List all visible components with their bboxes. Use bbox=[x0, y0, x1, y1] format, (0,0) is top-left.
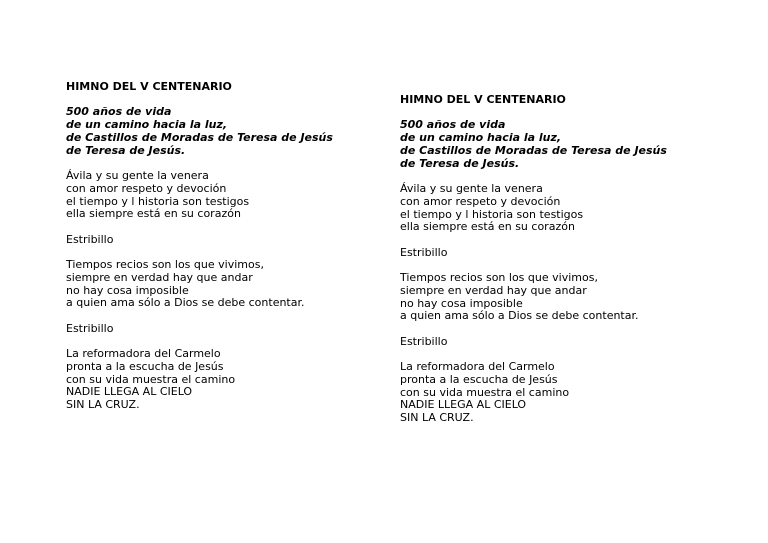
verse-line: SIN LA CRUZ. bbox=[400, 411, 474, 425]
verse-line: con amor respeto y devoción bbox=[400, 194, 561, 208]
hymn-column-left bbox=[66, 81, 406, 424]
verse-line: no hay cosa imposible bbox=[66, 283, 189, 297]
hymn-stanza bbox=[66, 170, 406, 221]
verse-line: con su vida muestra el camino bbox=[66, 372, 236, 386]
verse-line: de Teresa de Jesús. bbox=[400, 156, 520, 170]
verse-line: Estribillo bbox=[400, 334, 448, 348]
hymn-column-right bbox=[400, 94, 740, 437]
verse-line: siempre en verdad hay que andar bbox=[400, 283, 587, 297]
verse-line: Tiempos recios son los que vivimos, bbox=[400, 270, 598, 284]
chorus-marker bbox=[400, 336, 740, 349]
verse-line: La reformadora del Carmelo bbox=[66, 346, 221, 360]
verse-line: Estribillo bbox=[66, 232, 114, 246]
verse-line: Estribillo bbox=[400, 245, 448, 259]
hymn-stanza bbox=[66, 259, 406, 310]
verse-line: pronta a la escucha de Jesús bbox=[400, 372, 558, 386]
verse-line: Ávila y su gente la venera bbox=[400, 181, 543, 195]
verse-line: de Teresa de Jesús. bbox=[66, 143, 186, 157]
verse-line: el tiempo y l historia son testigos bbox=[66, 194, 250, 208]
verse-line: a quien ama sólo a Dios se debe contentar. bbox=[66, 296, 305, 310]
verse-line: siempre en verdad hay que andar bbox=[66, 270, 253, 284]
hymn-title: HIMNO DEL V CENTENARIO bbox=[400, 93, 566, 106]
verse-line: ella siempre está en su corazón bbox=[400, 220, 575, 234]
verse-line: a quien ama sólo a Dios se debe contentar. bbox=[400, 309, 639, 323]
verse-line: de Castillos de Moradas de Teresa de Jesús bbox=[66, 130, 333, 144]
hymn-title: HIMNO DEL V CENTENARIO bbox=[66, 80, 232, 93]
hymn-intro-stanza bbox=[66, 106, 406, 157]
verse-line: ella siempre está en su corazón bbox=[66, 207, 241, 221]
chorus-marker bbox=[66, 323, 406, 336]
verse-line: de un camino hacia la luz, bbox=[66, 118, 228, 132]
verse-line: 500 años de vida bbox=[66, 105, 172, 119]
verse-line: SIN LA CRUZ. bbox=[66, 398, 140, 412]
hymn-stanza bbox=[400, 361, 740, 425]
verse-line: el tiempo y l historia son testigos bbox=[400, 207, 584, 221]
chorus-marker bbox=[400, 247, 740, 260]
verse-line: NADIE LLEGA AL CIELO bbox=[400, 398, 527, 412]
verse-line: La reformadora del Carmelo bbox=[400, 359, 555, 373]
hymn-stanza bbox=[400, 183, 740, 234]
verse-line: con amor respeto y devoción bbox=[66, 181, 227, 195]
verse-line: Tiempos recios son los que vivimos, bbox=[66, 257, 264, 271]
hymn-intro-stanza bbox=[400, 119, 740, 170]
verse-line: con su vida muestra el camino bbox=[400, 385, 570, 399]
chorus-marker bbox=[66, 234, 406, 247]
verse-line: no hay cosa imposible bbox=[400, 296, 523, 310]
verse-line: Ávila y su gente la venera bbox=[66, 168, 209, 182]
verse-line: 500 años de vida bbox=[400, 118, 506, 132]
verse-line: pronta a la escucha de Jesús bbox=[66, 359, 224, 373]
verse-line: NADIE LLEGA AL CIELO bbox=[66, 385, 193, 399]
verse-line: Estribillo bbox=[66, 321, 114, 335]
hymn-stanza bbox=[400, 272, 740, 323]
verse-line: de Castillos de Moradas de Teresa de Jesús bbox=[400, 143, 667, 157]
hymn-stanza bbox=[66, 348, 406, 412]
verse-line: de un camino hacia la luz, bbox=[400, 131, 562, 145]
